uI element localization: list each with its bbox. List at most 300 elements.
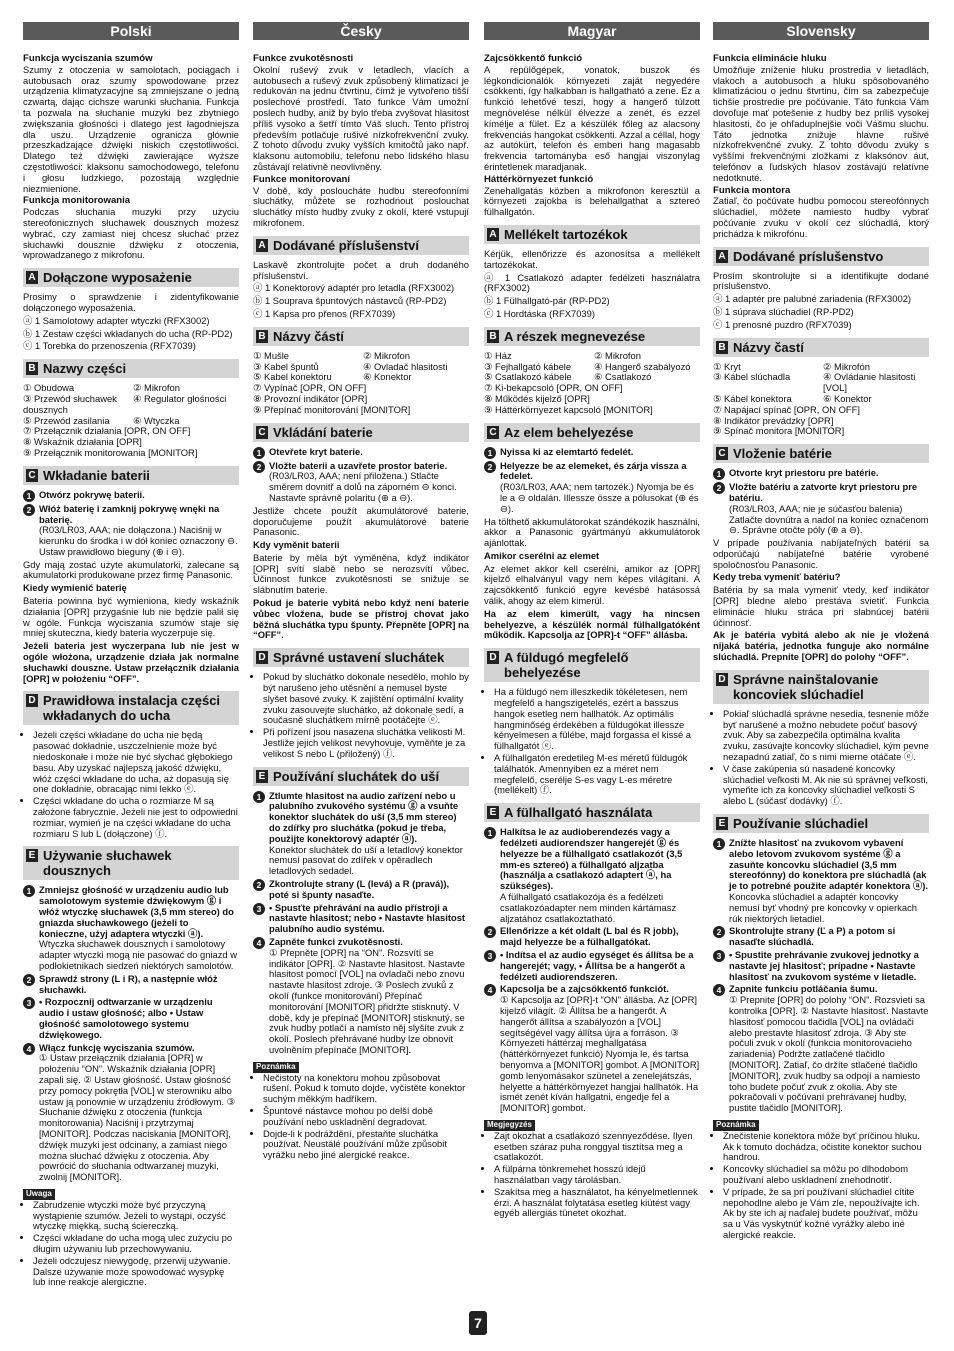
step-body bbox=[500, 926, 700, 948]
section-letter: E bbox=[716, 817, 728, 830]
section-title-text: Nazwy części bbox=[43, 361, 127, 377]
section-title bbox=[713, 670, 929, 704]
part-item: ④ Ovládanie hlasitosti [VOL] bbox=[823, 371, 916, 394]
step-number: 3 bbox=[253, 903, 265, 915]
bullet-item: • Pokud by sluchátko dokonale nesedělo, mohlo by být narušeno jeho utěsnění a nemusel byste slyšet basové zvuky. K zajištění optimální kvality zvuku zasouvejte sluchátko, až dokonale sedí, a současně sluchátkem mírně pootáčejte ⓔ. bbox=[263, 672, 469, 726]
step-title: • Rozpocznij odtwarzanie w urządzeniu audio i ustaw głośność; albo • Ustaw głośność samolotowego systemu dźwiękowego. bbox=[39, 996, 213, 1040]
step-title: Otwórz pokrywę baterii. bbox=[39, 488, 145, 500]
section-title-text: Správne nainštalovanie koncoviek slúchadiel bbox=[733, 671, 879, 702]
part-item: ⑦ Napájací spínač [OPR, ON OFF] bbox=[713, 403, 860, 415]
section-paragraph: V prípade používania nabíjateľných batérií sa odporúčajú nabíjateľné batérie vyrobené spoločnosťou Panasonic. bbox=[713, 537, 929, 570]
step-row bbox=[23, 490, 239, 502]
step-text: ① Ustaw przełącznik działania [OPR] w położeniu “ON”. Wskaźnik działania [OPR] zapali się. ② Ustaw głośność. Ustaw głośność przy pomocy pokrętła [VOL] w sterowniku albo ustaw ją ponownie w urządzeniu źródłowym. ③ Słuchanie dźwięku z otoczenia (funkcja monitorowania) Naciśnij i przytrzymaj [MONITOR]. Podczas naciskania [MONITOR], dźwięk muzyki jest odcinany, a zamiast niego można słuchać dźwięku z otoczenia. Aby powrócić do słuchania odtwarzanej muzyki, zwolnij [MONITOR]. bbox=[39, 1052, 235, 1183]
section-body bbox=[253, 672, 469, 759]
part-item: ⑥ Konektor bbox=[823, 392, 872, 404]
section-letter: C bbox=[487, 426, 499, 439]
part-item: ③ Przewód słuchawek dousznych bbox=[23, 392, 117, 415]
section-title-text: Názvy častí bbox=[733, 339, 804, 355]
section-body bbox=[484, 447, 700, 642]
part-item: ⑦ Vypínač [OPR, ON OFF] bbox=[253, 382, 367, 394]
intro-heading: Funkcja monitorowania bbox=[23, 195, 131, 207]
note-item: • Špuntové nástavce mohou po delší době používání nebo uskladnění degradovat. bbox=[263, 1106, 469, 1128]
step-title: Ellenőrizze a két oldalt (L bal és R jobb), majd helyezze be a fülhallgatókat. bbox=[500, 925, 679, 948]
section-letter: D bbox=[256, 651, 268, 664]
section-title-text: Používání sluchátek do uší bbox=[273, 768, 440, 784]
note-item: • Jeżeli odczujesz niewygodę, przerwij używanie. Dalsze używanie może spowodować wysypkę lub inne reakcje alergiczne. bbox=[33, 1256, 239, 1288]
step-row bbox=[23, 885, 239, 971]
section-letter: D bbox=[26, 694, 38, 707]
section-paragraph: Kiedy wymienić baterię bbox=[23, 582, 127, 594]
step-row bbox=[253, 903, 469, 935]
part-item: ⑨ Přepínač monitorování [MONITOR] bbox=[253, 403, 411, 415]
step-body bbox=[269, 937, 469, 1056]
step-body bbox=[39, 974, 239, 996]
step-row bbox=[23, 504, 239, 558]
step-title: Znížte hlasitosť na zvukovom vybavení alebo letovom zvukovom systéme ⓖ a zasuňte koncovku slúchadiel (3,5 mm stereofónny) do konektora pre slúchadlá (ak je to potrebné použite adaptér konektora ⓐ). bbox=[729, 837, 928, 892]
section-paragraph: ⓒ 1 prenosné puzdro (RFX7039) bbox=[713, 318, 852, 330]
step-row bbox=[23, 997, 239, 1040]
part-item: ② Mikrofon bbox=[133, 382, 180, 394]
step-row bbox=[713, 468, 929, 480]
step-row bbox=[484, 950, 700, 982]
step-title: Sprawdź strony (L i R), a następnie włóż słuchawki. bbox=[39, 972, 218, 995]
step-row bbox=[253, 879, 469, 901]
step-body bbox=[729, 468, 929, 480]
step-text: ① Kapcsolja az [OPR]-t “ON” állásba. Az [OPR] kijelző világít. ② Állítsa be a hangerőt. A hangerőt állítsa a szabályozón a [VOL] segítségével vagy állítsa újra a forráson. ③ Környezeti háttérzaj meghallgatása (háttérkörnyezet funkció) Nyomja le, és tartsa benyomva a [MONITOR] gombot. A [MONITOR] gomb lenyomásakor szünetel a zenelejátszás, helyette a háttérkörnyezet hangjai hallhatók. Ha ismét zenét kíván hallgatni, engedje fel a [MONITOR] gombot. bbox=[500, 994, 700, 1114]
parts-list bbox=[253, 351, 469, 416]
part-item: ③ Fejhallgató kábele bbox=[484, 360, 572, 372]
step-number: 2 bbox=[713, 482, 725, 494]
section-paragraph: Amikor cserélni az elemet bbox=[484, 549, 600, 561]
step-number: 1 bbox=[23, 885, 35, 897]
section-title bbox=[484, 225, 700, 244]
step-number: 2 bbox=[484, 461, 496, 473]
step-number: 3 bbox=[484, 950, 496, 962]
step-text: (R03/LR03, AAA; nem tartozék.) Nyomja be és le a ⊖ oldalán. Illessze össze a pólusokat (⊕ és ⊖). bbox=[500, 481, 699, 514]
step-title: Zapnite funkciu potláčania šumu. bbox=[729, 983, 878, 995]
step-title: Otevřete kryt baterie. bbox=[269, 445, 363, 457]
intro-text: Podczas słuchania muzyki przy użyciu stereofonicznych słuchawek dousznych możesz wybrać, czy zamiast niej chcesz słuchać przez słuchawki dousznie dźwięku z otoczenia, wprowadzanego z mikrofonu. bbox=[23, 206, 239, 261]
bullet-list bbox=[713, 709, 929, 807]
part-item: ③ Kabel špuntů bbox=[253, 360, 319, 372]
intro-text: Umožňuje zníženie hluku prostredia v lietadlách, vlakoch a autobusoch a hluku spôsobovaného klimatizáciou o jednu štvrtinu, čím sa zabezpečuje tichšie prostredie pre počúvanie. Táto funkcia Vám dovoľuje mať potešenie z hudby bez príliš vysokej hlasitosti, čo je ohľaduplnejšie voči Vášmu sluchu. Táto jednotka znižuje hlavne rušivé nízkofrekvenčné zvuky. Z tohto dôvodu zvuky s vyššími frekvenčnými zložkami z klaksónov áut, telefónov a ľudských hlasov zostávajú relatívne nedotknuté. bbox=[713, 63, 929, 183]
step-body bbox=[269, 447, 469, 459]
step-body bbox=[729, 950, 929, 982]
bullet-item: • Jeżeli części wkładane do ucha nie będą pasować dokładnie, uszczelnienie może być niedoskonałe i może nie być słychać głębokiego basu. Aby uzyskać najlepszą jakość dźwięku, włóż części wkładane do ucha, aż dopasują się one dokładnie, obracając nimi lekko ⓔ. bbox=[33, 730, 239, 795]
step-row bbox=[484, 827, 700, 924]
intro-text: A repülőgépek, vonatok, buszok és légkondicionálók környezeti zaját negyedére csökkenti, így halkabban is hallgatható a zene. Ez a funkció lehetővé teszi, hogy a hangerő túlzott megnövelése nélkül élvezze a zenét, és ezzel kímélje a fület. Ez a készülék főleg az alacsony frekvenciás hangokat csökkenti. Azzal a céllal, hogy az autókürt, telefon és emberi hang magasabb frekvencia tartományba eső hangjai viszonylag érintetlenek maradjanak. bbox=[484, 63, 700, 172]
step-number: 4 bbox=[23, 1043, 35, 1055]
section-paragraph: ⓒ 1 Hordtáska (RFX7039) bbox=[484, 307, 595, 319]
step-title: Zmniejsz głośność w urządzeniu audio lub samolotowym systemie dźwiękowym ⓖ i włóż wtyczkę słuchawek (3,5 mm stereo) do gniazda słuchawkowego (jeżeli to konieczne, użyj adaptera wtyczki ⓐ). bbox=[39, 884, 234, 939]
step-text: (R03/LR03, AAA; nie dołączona.) Naciśnij w kierunku do środka i w dół koniec oznaczony ⊖. Ustaw prawidłowo bieguny (⊕ i ⊖). bbox=[39, 524, 238, 557]
part-item: ① Mušle bbox=[253, 349, 290, 361]
section-paragraph: Laskavě zkontrolujte počet a druh dodaného příslušenství. bbox=[253, 258, 469, 281]
step-body bbox=[500, 447, 700, 459]
section-title bbox=[23, 691, 239, 725]
column-slovensky bbox=[713, 22, 929, 1243]
section-paragraph: ⓐ 1 Konektorový adaptér pro letadla (RFX3002) bbox=[253, 282, 455, 294]
step-title: Vložte batériu a zatvorte kryt priestoru pre batériu. bbox=[729, 481, 918, 503]
intro-heading: Funkce zvukotěsnosti bbox=[253, 53, 354, 64]
intro-block bbox=[713, 54, 929, 240]
part-item: ⑤ Przewód zasilania bbox=[23, 414, 110, 426]
note-label: Uwaga bbox=[23, 1189, 55, 1200]
section-paragraph: Kedy treba vymeniť batériu? bbox=[713, 571, 841, 583]
step-row bbox=[484, 461, 700, 515]
intro-heading: Funkcia eliminácie hluku bbox=[713, 53, 827, 64]
note-item: • Części wkładane do ucha mogą ulec zużyciu po długim używaniu lub przechowywaniu. bbox=[33, 1233, 239, 1255]
note-item: • Znečistenie konektora môže byť príčinou hluku. Ak k tomuto dochádza, očistite konektor suchou handrou. bbox=[723, 1131, 929, 1163]
section-title bbox=[484, 327, 700, 346]
section-letter: A bbox=[487, 228, 499, 241]
step-body bbox=[729, 984, 929, 1114]
section-title bbox=[253, 236, 469, 255]
section-letter: E bbox=[487, 806, 499, 819]
section-title-text: Az elem behelyezése bbox=[504, 424, 634, 440]
section-title bbox=[253, 327, 469, 346]
section-body bbox=[23, 292, 239, 352]
section-body bbox=[253, 351, 469, 416]
bullet-item: • V čase zakúpenia sú nasadené koncovky slúchadiel veľkosti M. Ak nie sú správnej veľkosti, vymeňte ich za koncovky slúchadiel veľkosti S alebo L (súčasť dodávky) ⓕ. bbox=[723, 764, 929, 807]
section-body bbox=[713, 271, 929, 331]
step-body bbox=[39, 490, 239, 502]
section-paragraph: Jestliže chcete použít akumulátorové baterie, doporučujeme použít akumulátorové baterie Panasonic. bbox=[253, 504, 469, 538]
step-title: • Spustite prehrávanie zvukovej jednotky a nastavte jej hlasitosť; prípadne • Nastavte hlasitosť na zvukovom systéme v lietadle. bbox=[729, 949, 919, 982]
bullet-list bbox=[484, 687, 700, 796]
section-title bbox=[253, 423, 469, 442]
section-letter: D bbox=[487, 651, 499, 664]
part-item: ② Mikrofon bbox=[594, 349, 641, 361]
section-title-text: Używanie słuchawek dousznych bbox=[43, 848, 172, 879]
step-row bbox=[253, 937, 469, 1056]
parts-list bbox=[484, 351, 700, 416]
note-label: Poznámka bbox=[713, 1120, 759, 1131]
language-header: Magyar bbox=[484, 22, 700, 40]
part-item: ④ Regulator głośności bbox=[133, 392, 227, 404]
section-title bbox=[484, 423, 700, 442]
step-title: Ztlumte hlasitost na audio zařízení nebo u palubního zvukového systému ⓖ a vsuňte konektor sluchátek do uší (3,5 mm stereo) do zdířky pro sluchátka (pokud je třeba, použijte konektorový adaptér ⓐ). bbox=[269, 789, 459, 844]
step-row bbox=[253, 791, 469, 877]
section-title-text: Wkładanie baterii bbox=[43, 467, 150, 483]
section-title-text: A füldugó megfelelő behelyezése bbox=[504, 650, 629, 681]
language-header: Slovensky bbox=[713, 22, 929, 40]
part-item: ⑤ Kabel konektoru bbox=[253, 371, 332, 383]
part-item: ② Mikrofón bbox=[823, 360, 870, 372]
step-number: 2 bbox=[23, 504, 35, 516]
step-row bbox=[713, 926, 929, 948]
step-title: Zkontrolujte strany (L (levá) a R (pravá)), poté si špunty nasaďte. bbox=[269, 878, 450, 900]
section-body bbox=[713, 709, 929, 807]
section-body bbox=[713, 468, 929, 663]
note-item: • V prípade, že sa pri používaní slúchadiel cítite nepohodlne alebo je Vám zle, nepoužívajte ich. Ak by ste ich aj naďalej budete používať, môžu sa u Vás vyskytnúť kožné vyrážky alebo iné alergické reakcie. bbox=[723, 1187, 929, 1241]
part-item: ⑦ Ki-bekapcsoló [OPR, ON OFF] bbox=[484, 382, 623, 394]
section-letter: E bbox=[26, 849, 38, 862]
note-item: • Szakítsa meg a használatot, ha kényelmetlennek érzi. A használat folytatása esetleg kiütést vagy egyéb allergiás tünetet okozhat. bbox=[494, 1187, 700, 1219]
section-paragraph: ⓒ 1 Torebka do przenoszenia (RFX7039) bbox=[23, 340, 196, 352]
step-body bbox=[39, 1043, 239, 1183]
section-title bbox=[713, 247, 929, 266]
language-header: Česky bbox=[253, 22, 469, 40]
step-number: 1 bbox=[484, 447, 496, 459]
section-paragraph: ⓐ 1 adaptér pre palubné zariadenia (RFX3002) bbox=[713, 293, 912, 305]
section-paragraph: Batéria by sa mala vymeniť vtedy, keď indikátor [OPR] bledne alebo prestáva svietiť. Funkcia eliminácie hluku stráca pri slabnúcej batérii účinnosť. bbox=[713, 584, 929, 628]
step-title: Kapcsolja be a zajcsökkentő funkciót. bbox=[500, 983, 669, 995]
step-body bbox=[269, 903, 469, 935]
step-text: A fülhallgató csatlakozója és a fedélzeti csatlakozóadapter nem minden kártámasz aljzatához csatlakoztatható. bbox=[500, 891, 677, 924]
part-item: ⑥ Wtyczka bbox=[133, 414, 180, 426]
step-body bbox=[500, 461, 700, 515]
step-number: 2 bbox=[713, 926, 725, 938]
intro-heading: Háttérkörnyezet funkció bbox=[484, 173, 594, 185]
step-number: 1 bbox=[253, 447, 265, 459]
note-item: • Nečistoty na konektoru mohou způsobovat rušení. Pokud k tomuto dojde, vyčistěte konektor suchým měkkým hadříkem. bbox=[263, 1073, 469, 1105]
section-paragraph: Prosimy o sprawdzenie i zidentyfikowanie dołączonego wyposażenia. bbox=[23, 291, 239, 313]
section-title bbox=[713, 814, 929, 833]
section-paragraph: Kdy vyměnit baterii bbox=[253, 539, 340, 551]
intro-text: Szumy z otoczenia w samolotach, pociągach i autobusach oraz szumy spowodowane przez urządzenia klimatyzacyjne są zmniejszane o jedną czwartą, dając cichsze warunki słuchania. Funkcja ta pozwala na słuchanie muzyki bez zbytniego zwiększania głośności i dlatego jest łagodniejsza dla uszu. Urządzenie ogranicza głównie przeszkadzające dźwięki niskich częstotliwości. Dlatego też dźwięki zawierające wyższe częstotliwości: klaksonu samochodowego, telefonu i głosu ludzkiego, pozostają względnie niezmienione. bbox=[23, 63, 239, 194]
section-letter: E bbox=[256, 770, 268, 783]
part-item: ⑧ Indikátor prevádzky [OPR] bbox=[713, 414, 834, 426]
section-title bbox=[484, 648, 700, 682]
step-body bbox=[39, 504, 239, 558]
part-item: ③ Kábel slúchadla bbox=[713, 371, 791, 383]
step-title: Zapněte funkci zvukotěsnosti. bbox=[269, 936, 403, 947]
step-number: 1 bbox=[23, 490, 35, 502]
section-paragraph: Ak je batéria vybitá alebo ak nie je vložená nijaká batéria, jednotka funguje ako normálne slúchadlá. Prepnite [OPR] do polohy “OFF”. bbox=[713, 629, 929, 663]
parts-list bbox=[713, 362, 929, 438]
section-body bbox=[713, 838, 929, 1241]
step-text: ① Přepněte [OPR] na “ON”. Rozsvítí se indikátor [OPR]. ② Nastavte hlasitost. Nastavte hlasitost pomocí [VOL] na ovladači nebo znovu nastavte hlasitost zdroje. ③ Poslech zvuků z okolí (funkce monitorování) Přepínač monitorování [MONITOR] přidržte stisknutý. V době, kdy je přepínač [MONITOR] stisknutý, se zvuk hudby potlačí a namísto něj slyšíte zvuk z okolí. Poslech přehrávané hudby lze obnovit uvolněním přepínače [MONITOR]. bbox=[269, 946, 465, 1055]
intro-block bbox=[484, 54, 700, 218]
section-title-text: Dołączone wyposażenie bbox=[43, 270, 192, 286]
step-number: 1 bbox=[713, 468, 725, 480]
section-letter: A bbox=[716, 250, 728, 263]
step-text: (R03/LR03, AAA; nie je súčasťou balenia) Zatlačte dovnútra a nadol na koniec označenom ⊖. Správne otočte póly (⊕ a ⊖). bbox=[729, 502, 929, 536]
step-row bbox=[484, 926, 700, 948]
section-letter: C bbox=[716, 447, 728, 460]
section-title bbox=[23, 268, 239, 287]
section-paragraph: ⓑ 1 Fülhallgató-pár (RP-PD2) bbox=[484, 295, 610, 307]
section-paragraph: Ha tölthető akkumulátorokat szándékozik használni, akkor a Panasonic gyártmányú akkumulátorok ajánlottak. bbox=[484, 515, 700, 549]
step-text: Wtyczka słuchawek dousznych i samolotowy adapter wtyczki mogą nie pasować do gniazd w podłokietnikach siedzeń niektórych samolotów. bbox=[39, 938, 238, 971]
step-body bbox=[500, 950, 700, 982]
part-item: ① Kryt bbox=[713, 360, 741, 372]
step-row bbox=[23, 974, 239, 996]
step-row bbox=[484, 447, 700, 459]
part-item: ① Ház bbox=[484, 349, 512, 361]
section-title bbox=[23, 466, 239, 485]
section-title bbox=[484, 803, 700, 822]
intro-heading: Funkce monitorovaní bbox=[253, 173, 351, 185]
step-number: 2 bbox=[23, 974, 35, 986]
intro-text: Zenehallgatás közben a mikrofonon keresztül a környezeti zajokba is belehallgathat a sztereó fülhallgatón. bbox=[484, 184, 700, 218]
note-item: • Zabrudzenie wtyczki może być przyczyną wystąpienie szumów. Jeżeli to wystąpi, oczyść wtyczkę miękką, suchą ściereczką. bbox=[33, 1200, 239, 1232]
section-paragraph: Kérjük, ellenőrizze és azonosítsa a mellékelt tartozékokat. bbox=[484, 247, 700, 270]
bullet-item: • A fülhallgatón eredetileg M-es méretű füldugók találhatók. Amennyiben ez a méret nem megfelelő, cserélje S-es vagy L-es méretre (mellékelt) ⓕ. bbox=[494, 753, 700, 796]
section-title-text: Používanie slúchadiel bbox=[733, 816, 869, 832]
step-title: Halkítsa le az audioberendezés vagy a fedélzeti audiorendszer hangerejét ⓖ és helyezze be a fülhallgató csatlakozót (3,5 mm-es sztereó) a fülhallgató aljzatba (használja a csatlakozó adaptert ⓐ, ha szükséges). bbox=[500, 826, 683, 892]
note-item: • Zajt okozhat a csatlakozó szennyeződése. Ilyen esetben száraz puha ronggyal tisztítsa meg a csatlakozót. bbox=[494, 1131, 700, 1163]
section-paragraph: ⓑ 1 Souprava špuntových nástavců (RP-PD2) bbox=[253, 295, 447, 307]
section-title bbox=[253, 767, 469, 786]
part-item: ④ Hangerő szabályozó bbox=[594, 360, 691, 372]
step-title: Włóż baterię i zamknij pokrywę wnęki na baterię. bbox=[39, 502, 220, 525]
section-body bbox=[23, 885, 239, 1288]
section-body bbox=[253, 260, 469, 320]
note-label: Megjegyzés bbox=[484, 1120, 535, 1131]
language-header: Polski bbox=[23, 22, 239, 40]
section-paragraph: Ha az elem kimerült, vagy ha nincsen behelyezve, a készülék normál fülhallgatóként működik. Kapcsolja az [OPR]-t “OFF” állásba. bbox=[484, 607, 700, 641]
part-item: ⑤ Csatlakozó kábele bbox=[484, 371, 572, 383]
section-paragraph: Jeżeli bateria jest wyczerpana lub nie jest w ogóle włożona, urządzenie działa jak normalne słuchawki douszne. Ustaw przełącznik działania [OPR] w położeniu “OFF”. bbox=[23, 640, 239, 684]
step-body bbox=[269, 791, 469, 877]
part-item: ⑧ Provozní indikátor [OPR] bbox=[253, 392, 368, 404]
section-title bbox=[253, 648, 469, 667]
part-item: ② Mikrofon bbox=[363, 349, 410, 361]
section-body bbox=[484, 351, 700, 416]
part-item: ⑦ Przełącznik działania [OPR, ON OFF] bbox=[23, 425, 191, 437]
column-cesky bbox=[253, 22, 469, 1163]
step-row bbox=[484, 984, 700, 1114]
bullet-list bbox=[23, 730, 239, 839]
section-letter: A bbox=[26, 271, 38, 284]
step-body bbox=[39, 997, 239, 1040]
section-title bbox=[23, 846, 239, 880]
part-item: ⑧ Működés kijelző [OPR] bbox=[484, 392, 590, 404]
section-title-text: Vloženie batérie bbox=[733, 446, 832, 462]
parts-list bbox=[23, 383, 239, 459]
section-body bbox=[23, 730, 239, 839]
section-paragraph: ⓑ 1 Zestaw części wkładanych do ucha (RP-PD2) bbox=[23, 327, 233, 339]
step-title: Vložte baterii a uzavřete prostor baterie. bbox=[269, 459, 448, 471]
section-letter: B bbox=[716, 341, 728, 354]
bullet-item: • Części wkładane do ucha o rozmiarze M są założone fabrycznie. Jeżeli nie jest to odpowiedni rozmiar, wymień je na części wkładane do ucha rozmiaru S lub L (dołączone) ⓕ. bbox=[33, 796, 239, 839]
step-row bbox=[713, 984, 929, 1114]
section-body bbox=[23, 490, 239, 685]
step-title: • Indítsa el az audio egységet és állítsa be a hangerejét; vagy, • Állítsa be a hangerőt a fedélzeti audiorendszeren. bbox=[500, 949, 694, 982]
step-text: ① Prepnite [OPR] do polohy “ON”. Rozsvieti sa kontrolka [OPR]. ② Nastavte hlasitosť. Nastavte hlasitosť pomocou tlačidla [VOL] na ovládači alebo prestavte hlasitosť zdroja. ③ Aby ste počuli zvuk v okolí (funkcia monitorovacieho zariadenia) Podržte zatlačené tlačidlo [MONITOR]. Zatiaľ, čo držíte stlačené tlačidlo [MONITOR], zvuk hudby sa odpojí a namiesto toho budete počuť zvuk z okolia. Aby ste pokračovali v počúvaní prehrávanej hudby, pustite tlačidlo [MONITOR]. bbox=[729, 994, 929, 1114]
note-list bbox=[253, 1073, 469, 1161]
part-item: ④ Ovladač hlasitosti bbox=[363, 360, 448, 372]
section-letter: C bbox=[26, 469, 38, 482]
step-title: Skontrolujte strany (Ľ a P) a potom si nasaďte slúchadlá. bbox=[729, 925, 896, 948]
step-number: 2 bbox=[484, 926, 496, 938]
step-number: 2 bbox=[253, 879, 265, 891]
step-body bbox=[39, 885, 239, 971]
section-paragraph: Baterie by měla být vyměněna, když indikátor [OPR] svítí slabě nebo se nerozsvítí vůbec. Účinnost funkce zvukotěsnosti se snižuje se slábnutím baterie. bbox=[253, 551, 469, 596]
section-title-text: A részek megnevezése bbox=[504, 328, 646, 344]
section-title bbox=[713, 444, 929, 463]
intro-heading: Funkcja wyciszania szumów bbox=[23, 53, 153, 64]
step-row bbox=[713, 838, 929, 924]
part-item: ⑥ Konektor bbox=[363, 371, 412, 383]
part-item: ⑧ Wskaźnik działania [OPR] bbox=[23, 436, 142, 448]
step-number: 4 bbox=[253, 937, 265, 949]
step-number: 4 bbox=[713, 984, 725, 996]
section-paragraph: ⓑ 1 súprava slúchadiel (RP-PD2) bbox=[713, 305, 854, 317]
step-row bbox=[253, 447, 469, 459]
step-row bbox=[253, 461, 469, 504]
step-title: Nyissa ki az elemtartó fedelét. bbox=[500, 445, 634, 457]
section-body bbox=[484, 249, 700, 320]
section-title-text: Správné ustavení sluchátek bbox=[273, 650, 445, 666]
step-text: Konektor sluchátek do uší a letadlový konektor nemusí pasovat do zdířek v opěradlech letadlových sedadel. bbox=[269, 843, 463, 877]
part-item: ⑨ Przełącznik monitorowania [MONITOR] bbox=[23, 446, 198, 458]
step-title: • Spusťte přehrávání na audio přístroji a nastavte hlasitost; nebo • Nastavte hlasitost palubního audio systému. bbox=[269, 901, 466, 935]
step-body bbox=[269, 879, 469, 901]
step-body bbox=[729, 926, 929, 948]
part-item: ⑨ Háttérkörnyezet kapcsoló [MONITOR] bbox=[484, 403, 653, 415]
section-letter: A bbox=[256, 239, 268, 252]
section-title-text: Prawidłowa instalacja części wkładanych do ucha bbox=[43, 693, 221, 724]
intro-text: Zatiaľ, čo počúvate hudbu pomocou stereofónnych slúchadiel, môžete namiesto hudby vybrať počúvanie zvuku v okolí cez slúchadlá, ktorý prichádza k mikrofónu. bbox=[713, 195, 929, 239]
step-number: 3 bbox=[713, 950, 725, 962]
section-body bbox=[484, 687, 700, 796]
note-list bbox=[713, 1131, 929, 1241]
intro-block bbox=[23, 54, 239, 261]
section-title-text: Mellékelt tartozékok bbox=[504, 226, 628, 242]
step-text: (R03/LR03, AAA; není přiložena.) Stlačte směrem dovnitř a dolů na záporném ⊖ konci. Nastavte správně polaritu (⊕ a ⊖). bbox=[269, 470, 457, 503]
step-row bbox=[713, 482, 929, 536]
section-title-text: Dodávané příslušenství bbox=[273, 237, 419, 253]
section-letter: D bbox=[716, 673, 728, 686]
note-list bbox=[484, 1131, 700, 1219]
step-number: 1 bbox=[713, 838, 725, 850]
section-title-text: Dodávané príslušenstvo bbox=[733, 248, 884, 264]
section-paragraph: Pokud je baterie vybitá nebo když není baterie vůbec vložena, bude se přístroj chovat jako běžná sluchátka typu špunty. Přepněte [OPR] na “OFF”. bbox=[253, 597, 469, 641]
step-number: 4 bbox=[484, 984, 496, 996]
section-body bbox=[484, 827, 700, 1219]
part-item: ① Obudowa bbox=[23, 382, 75, 394]
step-row bbox=[23, 1043, 239, 1183]
note-list bbox=[23, 1200, 239, 1288]
intro-block bbox=[253, 54, 469, 229]
intro-text: Okolní ruševý zvuk v letadlech, vlacích a autobusech a ruševý zvuk způsobený klimatizací je redukován na jednu čtvrtinu, čímž je vytvořeno tišší poslechové prostředí. Tato funkce Vám umožní poslech hudby, aniž by bylo třeba zvyšovat hlasitost příliš vysoko a šetří tímto Váš sluch. Tento přístroj především potlačuje rušivé nízkofrekvenční zvuky. Z tohoto důvodu zvuky vyšších kmitočtů jako např. klaksonu automobilu, telefonu nebo lidského hlasu zůstávají relativně neovlivněny. bbox=[253, 63, 469, 172]
section-body bbox=[713, 362, 929, 438]
step-number: 2 bbox=[253, 461, 265, 473]
step-body bbox=[500, 827, 700, 924]
section-letter: B bbox=[487, 330, 499, 343]
section-paragraph: ⓐ 1 Csatlakozó adapter fedélzeti használatra (RFX3002) bbox=[484, 271, 700, 294]
step-text: Koncovka slúchadiel a adaptér koncovky nemusí byť vhodný pre koncovky v opierkach rúk niektorých lietadiel. bbox=[729, 891, 917, 924]
bullet-item: • Při pořízení jsou nasazena sluchátka velikosti M. Jestliže jejich velikost nevyhovuje, vyměňte je za velikost S nebo L (přiložený) ⓕ. bbox=[263, 727, 469, 759]
step-number: 3 bbox=[23, 997, 35, 1009]
bullet-item: • Pokiaľ slúchadlá správne nesedia, tesnenie môže byť narušené a možno nebudete počuť basový zvuk. Aby sa zabezpečila optimálna kvalita zvuku, zasúvajte koncovky slúchadiel, kým pevne nezapadnú zatiaľ, čo s nimi mierne otáčate ⓔ. bbox=[723, 709, 929, 763]
bullet-list bbox=[253, 672, 469, 759]
step-body bbox=[729, 482, 929, 536]
part-item: ⑤ Kábel konektora bbox=[713, 392, 792, 404]
step-body bbox=[729, 838, 929, 924]
step-title: Otvorte kryt priestoru pre batérie. bbox=[729, 467, 879, 479]
section-paragraph: Gdy mają zostać użyte akumulatorki, zalecane są akumulatorki produkowane przez firmę Panasonic. bbox=[23, 558, 239, 581]
bullet-item: • Ha a füldugó nem illeszkedik tökéletesen, nem megfelelő a hangszigetelés, ezért a basszus hangok esetleg nem hallhatók. Az optimális hangminőség érdekében a füldugókat illessze kényelmesen a fülébe, majd forgassa el kissé a fülhallgatót ⓔ. bbox=[494, 687, 700, 752]
section-title-text: Vkládání baterie bbox=[273, 424, 373, 440]
part-item: ⑨ Spínač monitora [MONITOR] bbox=[713, 425, 845, 437]
section-letter: B bbox=[26, 362, 38, 375]
intro-heading: Funkcia montora bbox=[713, 184, 791, 196]
section-paragraph: ⓐ 1 Samolotowy adapter wtyczki (RFX3002) bbox=[23, 314, 210, 326]
step-body bbox=[269, 461, 469, 504]
section-body bbox=[23, 383, 239, 459]
note-item: • A fülpárna tönkremehet hosszú idejű használatban vagy tárolásban. bbox=[494, 1164, 700, 1186]
section-title-text: A fülhallgató használata bbox=[504, 805, 653, 821]
step-number: 1 bbox=[253, 791, 265, 803]
step-title: Włącz funkcję wyciszania szumów. bbox=[39, 1041, 195, 1053]
note-item: • Koncovky slúchadiel sa môžu po dlhodobom používaní alebo uskladnení znehodnotiť. bbox=[723, 1164, 929, 1186]
intro-text: V době, kdy posloucháte hudbu stereofonními sluchátky, můžete se rozhodnout poslouchat sluchátky místo hudby zvuky z okolí, které vstupují mikrofonem. bbox=[253, 184, 469, 228]
step-title: Helyezze be az elemeket, és zárja vissza a fedelet. bbox=[500, 459, 687, 482]
